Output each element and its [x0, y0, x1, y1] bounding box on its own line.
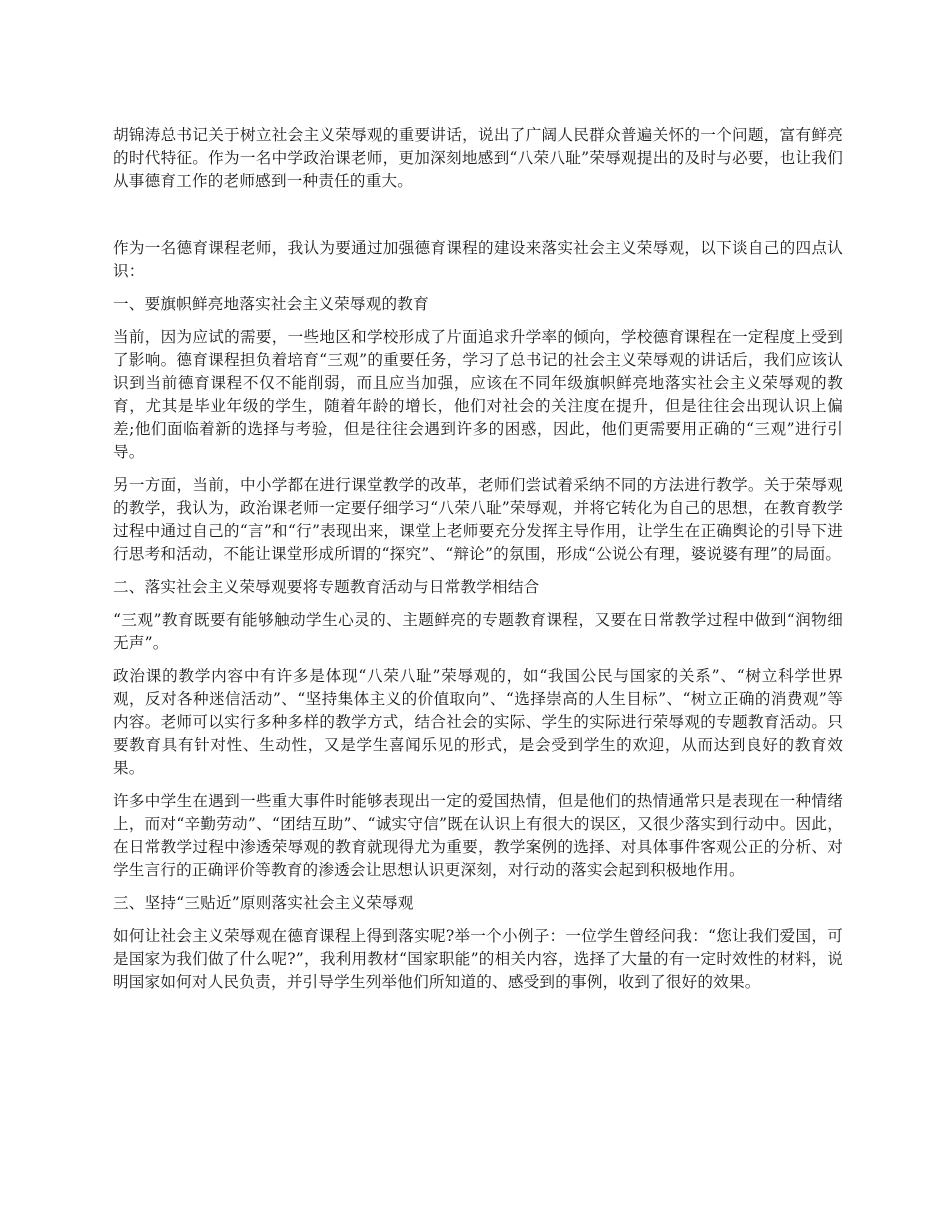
document-body	[113, 124, 843, 1004]
paragraph: 另一方面，当前，中小学都在进行课堂教学的改革，老师们尝试着采纳不同的方法进行教学。关于荣辱观的教学，我认为，政治课老师一定要仔细学习“八荣八耻”荣辱观，并将它转化为自己的思想，在教育教学过程中通过自己的“言”和“行”表现出来，课堂上老师要充分发挥主导作用，让学生在正确舆论的引导下进行思考和活动，不能让课堂形成所谓的“探究”、“辩论”的氛围，形成“公说公有理，婆说婆有理”的局面。	[113, 476, 843, 563]
section-heading-3: 三、坚持“三贴近”原则落实社会主义荣辱观	[113, 894, 414, 912]
section-heading-1: 一、要旗帜鲜亮地落实社会主义荣辱观的教育	[113, 295, 429, 313]
paragraph: 政治课的教学内容中有许多是体现“八荣八耻”荣辱观的，如“我国公民与国家的关系”、“树立科学世界观，反对各种迷信活动”、“坚持集体主义的价值取向”、“选择崇高的人生目标”、“树立正确的消费观”等内容。老师可以实行多种多样的教学方式，结合社会的实际、学生的实际进行荣辱观的专题教育活动。只要教育具有针对性、生动性，又是学生喜闻乐见的形式，是会受到学生的欢迎，从而达到良好的教育效果。	[113, 667, 843, 777]
paragraph: 如何让社会主义荣辱观在德育课程上得到落实呢?举一个小例子：一位学生曾经问我：“您让我们爱国，可是国家为我们做了什么呢?”，我利用教材“国家职能”的相关内容，选择了大量的有一定时效性的材料，说明国家如何对人民负责，并引导学生列举他们所知道的、感受到的事例，收到了很好的效果。	[113, 927, 843, 991]
paragraph: 许多中学生在遇到一些重大事件时能够表现出一定的爱国热情，但是他们的热情通常只是表现在一种情绪上，而对“辛勤劳动”、“团结互助”、“诚实守信”既在认识上有很大的误区，又很少落实到行动中。因此，在日常教学过程中渗透荣辱观的教育就现得尤为重要，教学案例的选择、对具体事件客观公正的分析、对学生言行的正确评价等教育的渗透会让思想认识更深刻，对行动的落实会起到积极地作用。	[113, 792, 843, 879]
section-heading-2: 二、落实社会主义荣辱观要将专题教育活动与日常教学相结合	[113, 578, 540, 596]
paragraph: 当前，因为应试的需要，一些地区和学校形成了片面追求升学率的倾向，学校德育课程在一定程度上受到了影响。德育课程担负着培育“三观”的重要任务，学习了总书记的社会主义荣辱观的讲话后，我们应该认识到当前德育课程不仅不能削弱，而且应当加强，应该在不同年级旗帜鲜亮地落实社会主义荣辱观的教育，尤其是毕业年级的学生，随着年龄的增长，他们对社会的关注度在提升，但是往往会出现认识上偏差;他们面临着新的选择与考验，但是往往会遇到许多的困惑，因此，他们更需要用正确的“三观”进行引导。	[113, 328, 843, 461]
paragraph: “三观”教育既要有能够触动学生心灵的、主题鲜亮的专题教育课程，又要在日常教学过程中做到“润物细无声”。	[113, 611, 843, 652]
paragraph-overview: 作为一名德育课程老师，我认为要通过加强德育课程的建设来落实社会主义荣辱观，以下谈自己的四点认识：	[113, 239, 843, 280]
paragraph-intro: 胡锦涛总书记关于树立社会主义荣辱观的重要讲话，说出了广阔人民群众普遍关怀的一个问题，富有鲜亮的时代特征。作为一名中学政治课老师，更加深刻地感到“八荣八耻”荣辱观提出的及时与必要，也让我们从事德育工作的老师感到一种责任的重大。	[113, 126, 843, 190]
